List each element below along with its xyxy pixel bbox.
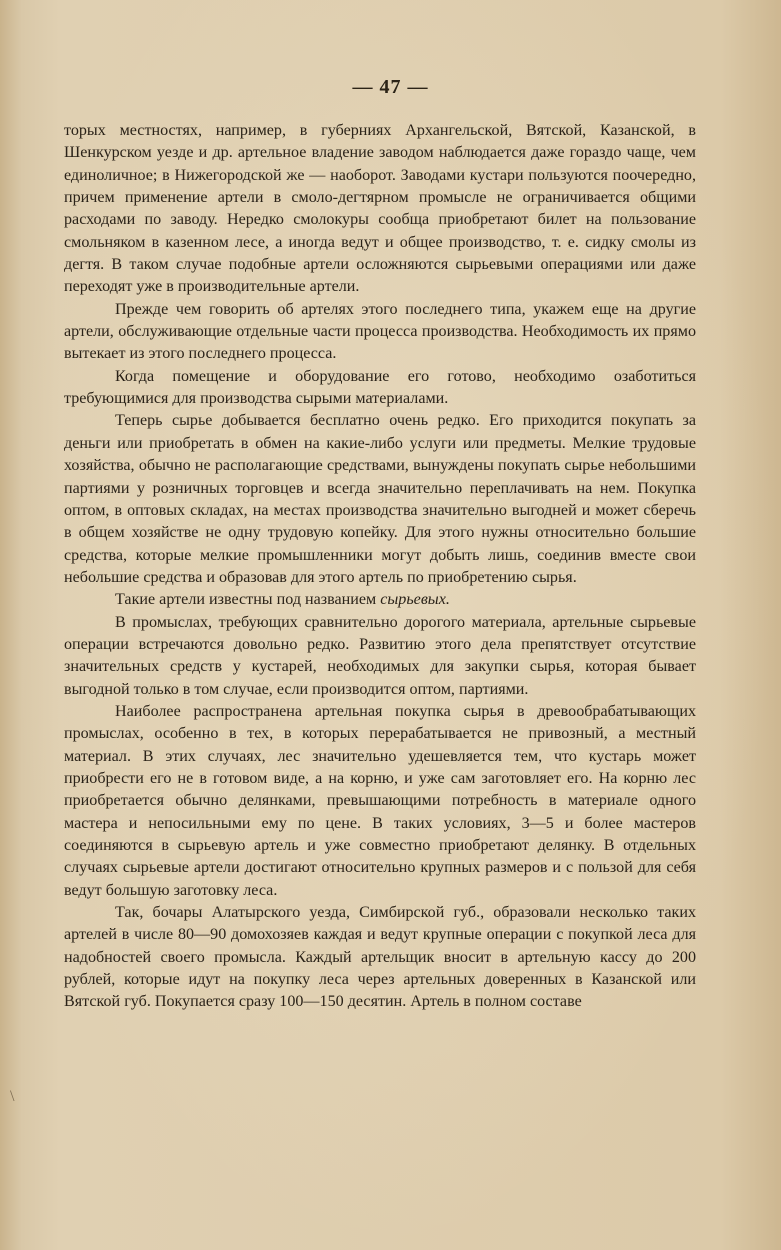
paragraph-continuation: торых местностях, например, в губерниях Архангельской, Вятской, Казанской, в Шенкурском уезде и др. артельное владение заводом наблюдается даже гораздо чаще, чем единоличное; в Нижегородской же — наоборот. Заводами кустари пользуются поочередно, причем применение артели в смоло-дегтярном промысле не ограничивается общими расходами по заводу. Нередко смолокуры сообща приобретают билет на пользование смольняком в казенном лесе, а иногда ведут и общее производство, т. е. сидку смолы из дегтя. В таком случае подобные артели осложняются сырьевыми операциями или даже переходят уже в производительные артели.: [64, 122, 696, 296]
paragraph: Наиболее распространена артельная покупка сырья в древообрабатывающих промыслах, особенно в тех, в которых перерабатывается не привозный, а местный материал. В этих случаях, лес значительно удешевляется тем, что кустарь может приобрести его не в готовом виде, а на корню, и уже сам заготовляет его. На корню лес приобретается обычно делянками, превышающими потребность в материале одного мастера и непосильными ему по цене. В таких условиях, 3—5 и более мастеров соединяются в сырьевую артель и уже совместно приобретают делянку. В отдельных случаях сырьевые артели достигают относительно крупных размеров и с пользой для себя ведут большую заготовку леса.: [64, 702, 696, 899]
body-text: [64, 120, 696, 1014]
page-number: — 47 —: [352, 76, 429, 98]
paragraph: Прежде чем говорить об артелях этого последнего типа, укажем еще на другие артели, обслуживающие отдельные части процесса производства. Необходимость их прямо вытекает из этого последнего процесса.: [64, 300, 696, 363]
margin-mark: \: [10, 1088, 15, 1105]
paragraph: Теперь сырье добывается бесплатно очень редко. Его приходится покупать за деньги или приобретать в обмен на какие-либо услуги или предметы. Мелкие трудовые хозяйства, обычно не располагающие средствами, вынуждены покупать сырье небольшими партиями у розничных торговцев и всегда значительно переплачивать на нем. Покупка оптом, в оптовых складах, на местах производства значительно выгодней и может сберечь в общем хозяйстве не одну трудовую копейку. Для этого нужны относительно большие средства, которые мелкие промышленники могут добыть лишь, соединив вместе свои небольшие средства и образовав для этого артель по приобретению сырья.: [64, 412, 696, 586]
italic-term: сырьевых.: [380, 591, 450, 609]
paragraph: В промыслах, требующих сравнительно дорогого материала, артельные сырьевые операции встречаются довольно редко. Развитию этого дела препятствует отсутствие значительных средств у кустарей, необходимых для закупки сырья, которая бывает выгодной только в том случае, если производится оптом, партиями.: [64, 613, 696, 698]
paragraph: Когда помещение и оборудование его готово, необходимо озаботиться требующимися для производства сырыми материалами.: [64, 367, 696, 408]
paragraph-raw-artels: [64, 589, 696, 611]
paragraph: Так, бочары Алатырского уезда, Симбирской губ., образовали несколько таких артелей в числе 80—90 домохозяев каждая и ведут крупные операции с покупкой леса для надобностей своего промысла. Каждый артельщик вносит в артельную кассу до 200 рублей, которые идут на покупку леса через артельных доверенных в Казанской или Вятской губ. Покупается сразу 100—150 десятин. Артель в полном составе: [64, 904, 696, 1011]
paragraph-text: Такие артели известны под названием: [115, 591, 381, 609]
